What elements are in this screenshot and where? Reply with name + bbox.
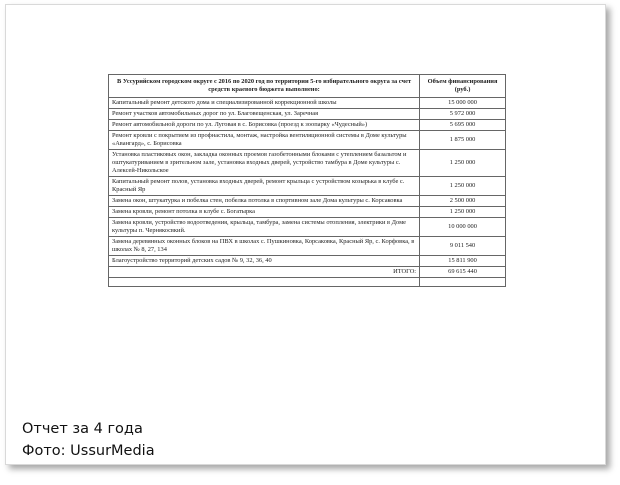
table-row [109, 98, 506, 109]
table-row [109, 207, 506, 218]
row-amount: 1 250 000 [420, 150, 506, 177]
table-row [109, 131, 506, 150]
caption-credit: Фото: UssurMedia [22, 443, 155, 459]
empty-cell [420, 278, 506, 287]
table-row [109, 256, 506, 267]
header-description: В Уссурийском городском округе с 2016 по 2020 год по территории 5-го избирательного округа за счет средств краевого бюджета выполнено: [109, 75, 420, 98]
photo-caption [22, 418, 155, 462]
row-amount: 1 250 000 [420, 207, 506, 218]
row-amount: 5 972 000 [420, 109, 506, 120]
empty-cell [109, 278, 420, 287]
table-row [109, 177, 506, 196]
row-description: Установка пластиковых окон, закладка оконных проемов газобетонными блоками с утеплением базальтом и оштукатуриванием в зрительном зале, установка входных дверей, устройство тамбура в Доме культуры с. Алексей-Никольское [109, 150, 420, 177]
empty-row [109, 278, 506, 287]
total-label: ИТОГО: [109, 267, 420, 278]
row-description: Замена окон, штукатурка и побелка стен, побелка потолка в спортивном зале Дома культуры с. Корсаковка [109, 196, 420, 207]
row-description: Ремонт участков автомобильных дорог по ул. Благовещенская, ул. Заречная [109, 109, 420, 120]
row-description: Замена кровли, ремонт потолка в клубе с. Богатырка [109, 207, 420, 218]
row-amount: 5 695 000 [420, 120, 506, 131]
header-amount: Объем финансирования (руб.) [420, 75, 506, 98]
table-row [109, 218, 506, 237]
financing-table [108, 74, 506, 287]
table-header-row [109, 75, 506, 98]
table-row [109, 196, 506, 207]
row-amount: 15 811 900 [420, 256, 506, 267]
row-description: Ремонт автомобильной дороги по ул. Луговая в с. Борисовка (проезд к зоопарку «Чудесный») [109, 120, 420, 131]
total-row [109, 267, 506, 278]
row-description: Ремонт кровли с покрытием из профнастила, монтаж, настройка вентиляционной системы в Доме культуры «Авангард», с. Борисовка [109, 131, 420, 150]
row-description: Замена деревянных оконных блоков на ПВХ в школах с. Пушкиновка, Корсаковка, Красный Яр, с. Корфовка, в школах № 8, 27, 134 [109, 237, 420, 256]
total-amount: 69 615 440 [420, 267, 506, 278]
row-description: Благоустройство территорий детских садов № 9, 32, 36, 40 [109, 256, 420, 267]
table-row [109, 150, 506, 177]
table-row [109, 120, 506, 131]
table-row [109, 237, 506, 256]
caption-title: Отчет за 4 года [22, 421, 143, 437]
row-amount: 1 250 000 [420, 177, 506, 196]
row-amount: 2 500 000 [420, 196, 506, 207]
row-amount: 9 011 540 [420, 237, 506, 256]
row-description: Замена кровли, устройство водоотведения, крыльца, тамбура, замена системы отопления, электрики в Доме культуры п. Чернякосвкий. [109, 218, 420, 237]
row-description: Капитальный ремонт детского дома и специализированной коррекционной школы [109, 98, 420, 109]
row-description: Капитальный ремонт полов, установка входных дверей, ремонт крыльца с устройством козырька в клубе с. Красный Яр [109, 177, 420, 196]
row-amount: 10 000 000 [420, 218, 506, 237]
row-amount: 15 000 000 [420, 98, 506, 109]
row-amount: 1 875 000 [420, 131, 506, 150]
table-row [109, 109, 506, 120]
report-document [108, 74, 506, 287]
